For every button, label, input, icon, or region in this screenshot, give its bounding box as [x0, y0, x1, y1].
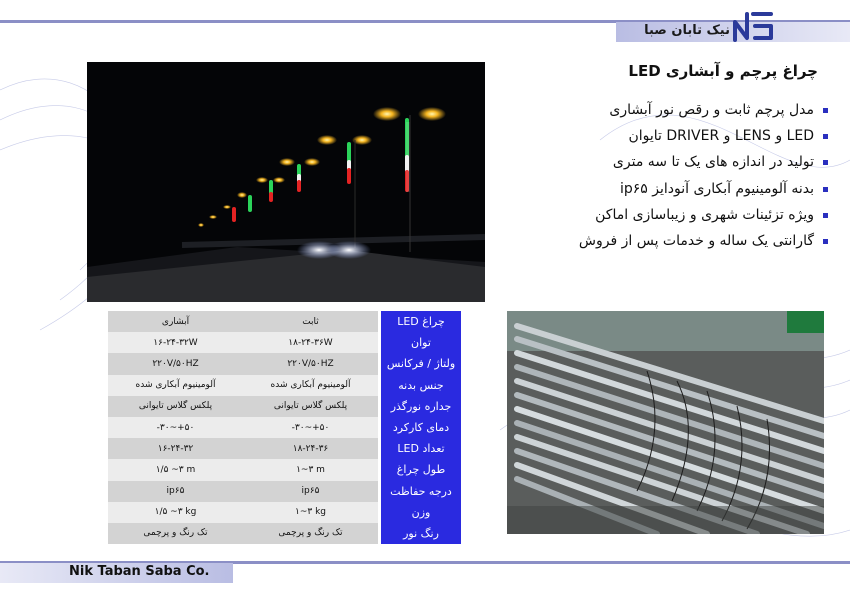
- page-title: چراغ پرچم و آبشاری LED: [628, 62, 818, 80]
- cell-waterfall: ۱۶-۲۴-۳۲W: [108, 332, 243, 353]
- cell-fixed: ۲۲۰V/۵۰HZ: [243, 353, 378, 374]
- table-row: [108, 502, 461, 523]
- feature-item: ویژه تزئینات شهری و زیباسازی اماکن: [560, 204, 828, 230]
- cell-fixed: ۱۸-۲۴-۳۶W: [243, 332, 378, 353]
- table-row: [108, 396, 461, 417]
- cell-label: ولتاژ / فرکانس: [381, 353, 461, 374]
- cell-waterfall: ۱۶-۲۴-۳۲: [108, 438, 243, 459]
- company-logo-icon: [731, 8, 775, 44]
- cell-label: توان: [381, 332, 461, 353]
- cell-fixed: ثابت: [243, 311, 378, 332]
- table-row: [108, 417, 461, 438]
- cell-waterfall: ۱/۵ ~۳ m: [108, 459, 243, 480]
- cell-waterfall: آبشاری: [108, 311, 243, 332]
- cell-fixed: ۱~۳ m: [243, 459, 378, 480]
- cell-fixed: -۳۰~+۵۰: [243, 417, 378, 438]
- cell-waterfall: آلومینیوم آبکاری شده: [108, 375, 243, 396]
- cell-waterfall: تک رنگ و پرچمی: [108, 523, 243, 544]
- table-row: [108, 523, 461, 544]
- cell-waterfall: ip۶۵: [108, 481, 243, 502]
- cell-fixed: ۱۸-۲۴-۳۶: [243, 438, 378, 459]
- table-row: [108, 438, 461, 459]
- cell-label: تعداد LED: [381, 438, 461, 459]
- cell-label: جداره نورگذر: [381, 396, 461, 417]
- table-row: [108, 481, 461, 502]
- feature-item: مدل پرچم ثابت و رقص نور آبشاری: [560, 99, 828, 125]
- street-lights-photo: [87, 62, 485, 302]
- cell-fixed: پلکس گلاس تایوانی: [243, 396, 378, 417]
- feature-item: تولید در اندازه های یک تا سه متری: [560, 151, 828, 177]
- cell-label: وزن: [381, 502, 461, 523]
- cell-fixed: آلومینیوم آبکاری شده: [243, 375, 378, 396]
- cell-waterfall: پلکس گلاس تایوانی: [108, 396, 243, 417]
- table-row: [108, 311, 461, 332]
- feature-item: LED و LENS و DRIVER تایوان: [560, 125, 828, 151]
- table-row: [108, 353, 461, 374]
- cell-waterfall: ۱/۵ ~۳ kg: [108, 502, 243, 523]
- company-name-en: Nik Taban Saba Co.: [69, 564, 210, 579]
- cell-label: چراغ LED: [381, 311, 461, 332]
- table-row: [108, 332, 461, 353]
- cell-fixed: ۱~۳ kg: [243, 502, 378, 523]
- cell-fixed: تک رنگ و پرچمی: [243, 523, 378, 544]
- table-row: [108, 375, 461, 396]
- cell-fixed: ip۶۵: [243, 481, 378, 502]
- company-name-fa: نیک تابان صبا: [644, 23, 730, 38]
- cell-label: دمای کارکرد: [381, 417, 461, 438]
- cell-waterfall: ۲۲۰V/۵۰HZ: [108, 353, 243, 374]
- feature-item: بدنه آلومینیوم آبکاری آنودایز ip۶۵: [560, 178, 828, 204]
- spec-table: [108, 311, 461, 544]
- table-row: [108, 459, 461, 480]
- cell-label: رنگ نور: [381, 523, 461, 544]
- cell-label: جنس بدنه: [381, 375, 461, 396]
- cell-label: درجه حفاظت: [381, 481, 461, 502]
- led-tubes-photo: [507, 311, 824, 534]
- feature-list: [560, 99, 828, 256]
- cell-label: طول چراغ: [381, 459, 461, 480]
- cell-waterfall: -۳۰~+۵۰: [108, 417, 243, 438]
- feature-item: گارانتی یک ساله و خدمات پس از فروش: [560, 230, 828, 256]
